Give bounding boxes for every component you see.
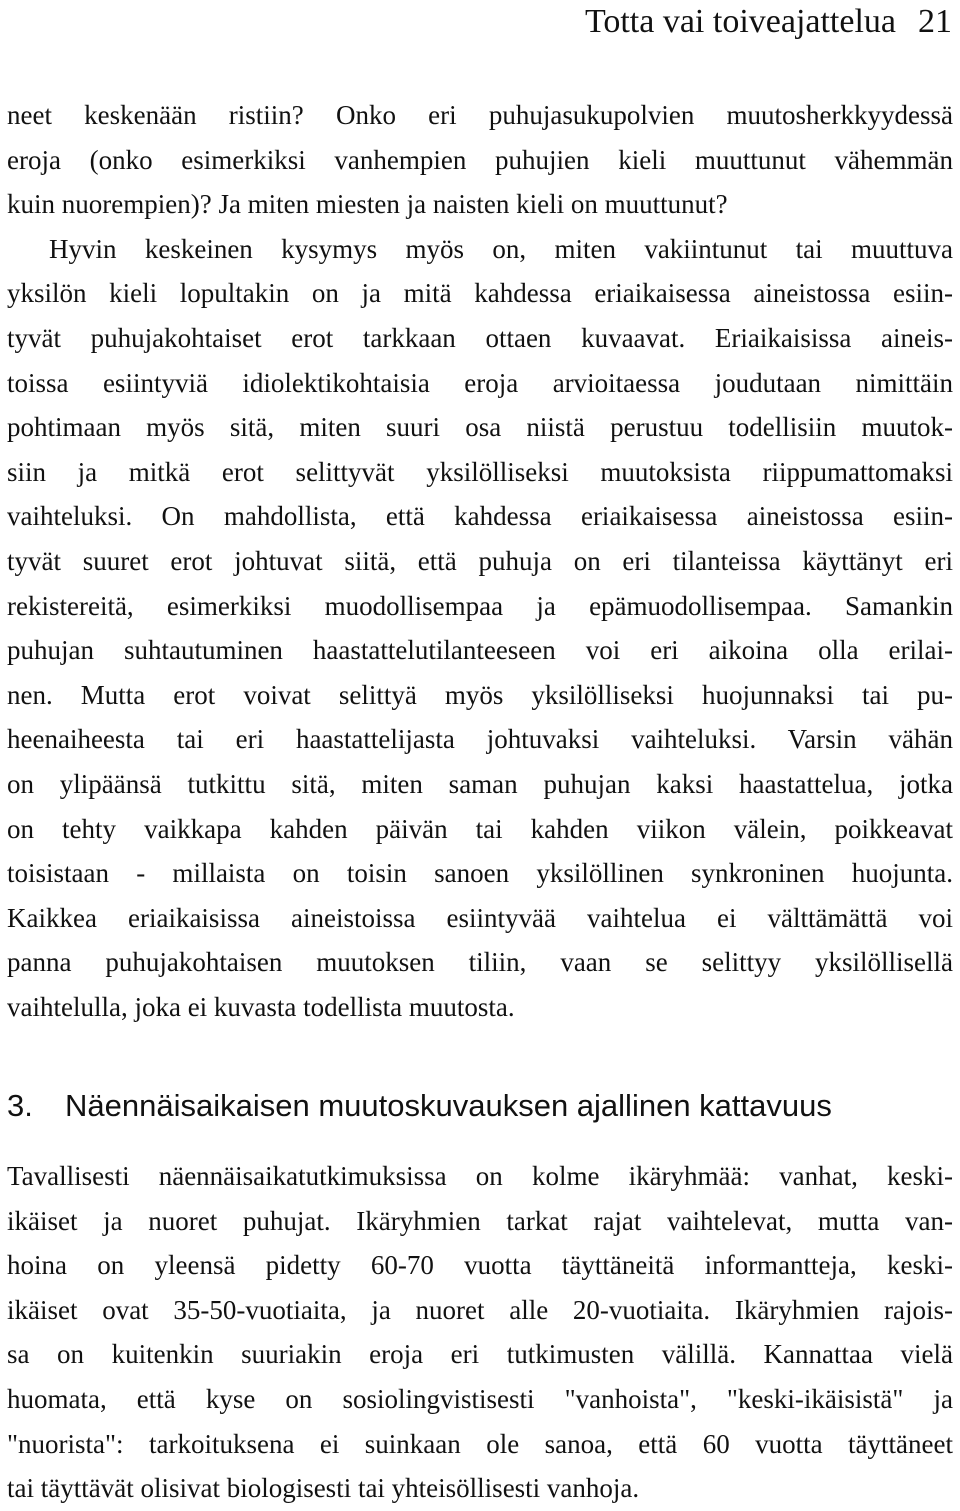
text-line: nen. Mutta erot voivat selittyä myös yksilölliseksi huojunnaksi tai pu-: [7, 679, 953, 710]
text-line: toissa esiintyviä idiolektikohtaisia eroja arvioitaessa joudutaan nimittäin: [7, 367, 953, 398]
text-line: on tehty vaikkapa kahden päivän tai kahden viikon välein, poikkeavat: [7, 813, 953, 844]
text-line: "nuorista": tarkoituksena ei suinkaan ole sanoa, että 60 vuotta täyttäneet: [7, 1428, 953, 1459]
text-line: Tavallisesti näennäisaikatutkimuksissa on kolme ikäryhmää: vanhat, keski-: [7, 1161, 953, 1191]
body-paragraph-2: [7, 1154, 953, 1511]
text-line: tyvät puhujakohtaiset erot tarkkaan ottaen kuvaavat. Eriaikaisissa aineis-: [7, 322, 953, 353]
section-heading: [7, 1083, 953, 1129]
text-line: pohtimaan myös sitä, miten suuri osa niistä perustuu todellisiin muutok-: [7, 412, 953, 443]
text-line: kuin nuorempien)? Ja miten miesten ja naisten kieli on muuttunut?: [7, 189, 728, 220]
text-line: sa on kuitenkin suuriakin eroja eri tutkimusten välillä. Kannattaa vielä: [7, 1339, 953, 1370]
page-number: 21: [918, 3, 952, 40]
text-line: vaihteluksi. On mahdollista, että kahdessa eriaikaisessa aineistossa esiin-: [7, 501, 953, 532]
text-line: tyvät suuret erot johtuvat siitä, että puhuja on eri tilanteissa käyttänyt eri: [7, 545, 953, 576]
section-number: 3.: [7, 1088, 33, 1123]
text-line: panna puhujakohtaisen muutoksen tiliin, vaan se selittyy yksilöllisellä: [7, 947, 953, 978]
section-title: Näennäisaikaisen muutoskuvauksen ajallinen kattavuus: [65, 1088, 832, 1123]
text-line: neet keskenään ristiin? Onko eri puhujasukupolvien muutosherkkyydessä: [7, 100, 953, 130]
text-line: on ylipäänsä tutkittu sitä, miten saman puhujan kaksi haastattelua, jotka: [7, 768, 953, 799]
text-line: Hyvin keskeinen kysymys myös on, miten vakiintunut tai muuttuva: [49, 233, 953, 264]
text-line: huomata, että kyse on sosiolingvistisesti "vanhoista", "keski-ikäisistä" ja: [7, 1383, 953, 1414]
text-line: Kaikkea eriaikaisissa aineistoissa esiintyvää vaihtelua ei välttämättä voi: [7, 902, 953, 933]
text-line: tai täyttävät olisivat biologisesti tai yhteisöllisesti vanhoja.: [7, 1473, 640, 1504]
text-line: toisistaan - millaista on toisin sanoen yksilöllinen synkroninen huojunta.: [7, 858, 953, 889]
text-line: eroja (onko esimerkiksi vanhempien puhujien kieli muuttunut vähemmän: [7, 144, 953, 175]
text-line: siin ja mitkä erot selittyvät yksilölliseksi muutoksista riippumattomaksi: [7, 456, 953, 487]
text-line: rekistereitä, esimerkiksi muodollisempaa ja epämuodollisempaa. Samankin: [7, 590, 953, 621]
text-line: puhujan suhtautuminen haastattelutilanteeseen voi eri aikoina olla erilai-: [7, 635, 953, 666]
text-line: vaihtelulla, joka ei kuvasta todellista muutosta.: [7, 991, 515, 1022]
text-line: hoina on yleensä pidetty 60-70 vuotta täyttäneitä informantteja, keski-: [7, 1250, 953, 1281]
text-line: yksilön kieli lopultakin on ja mitä kahdessa eriaikaisessa aineistossa esiin-: [7, 278, 953, 309]
text-line: ikäiset ja nuoret puhujat. Ikäryhmien tarkat rajat vaihtelevat, mutta van-: [7, 1205, 953, 1236]
body-paragraph-1: [7, 93, 953, 1029]
text-line: heenaiheesta tai eri haastattelijasta johtuvaksi vaihteluksi. Varsin vähän: [7, 724, 953, 755]
running-header: [0, 2, 952, 42]
text-line: ikäiset ovat 35-50-vuotiaita, ja nuoret alle 20-vuotiaita. Ikäryhmien rajois-: [7, 1294, 953, 1325]
running-header-title: Totta vai toiveajattelua: [584, 3, 896, 40]
